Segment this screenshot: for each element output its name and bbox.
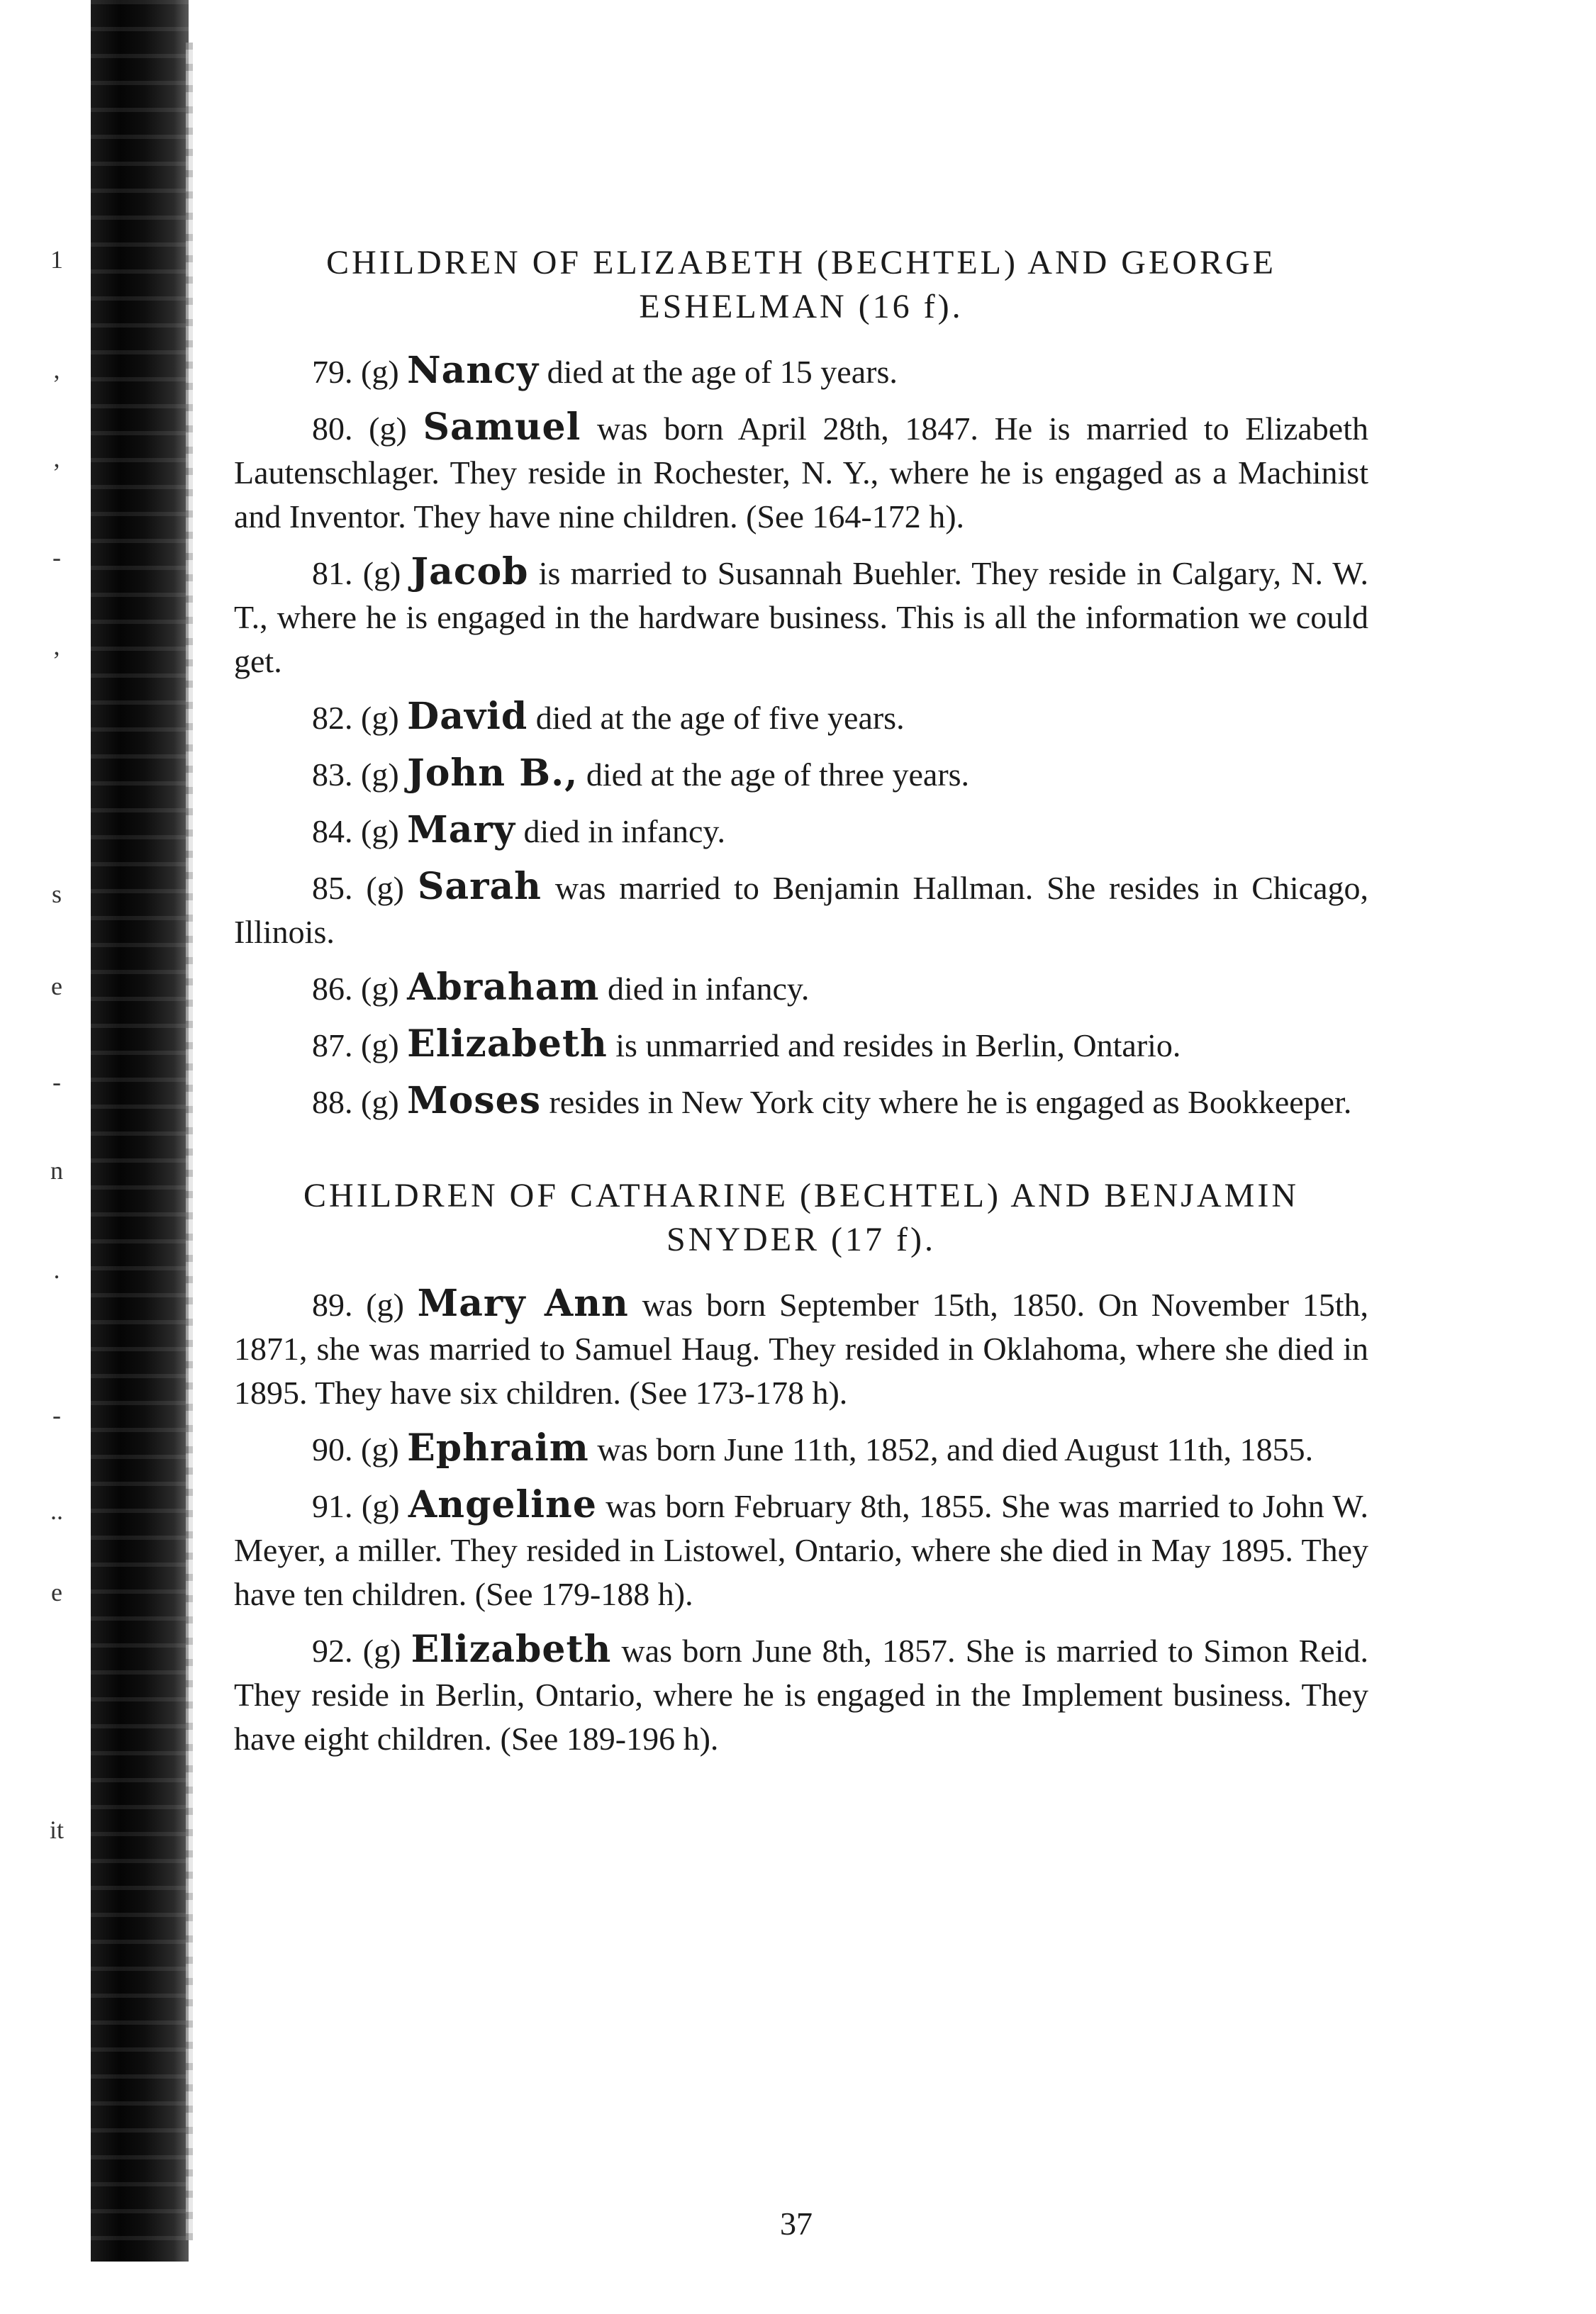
entry-number: 82. (g)	[312, 700, 408, 736]
entry-number: 92. (g)	[312, 1633, 411, 1669]
margin-mark: e	[51, 1578, 62, 1606]
entry-number: 79. (g)	[312, 354, 408, 390]
entry-number: 85. (g)	[312, 870, 418, 906]
page-content	[234, 241, 1368, 1772]
person-name: Moses	[407, 1079, 542, 1122]
entry-text: died at the age of three years.	[578, 756, 970, 793]
person-name: Sarah	[417, 865, 542, 908]
margin-mark: ,	[53, 444, 60, 472]
section-heading-line: SNYDER (17 f).	[666, 1221, 936, 1258]
genealogy-entry	[234, 966, 1368, 1011]
section-heading-line: ESHELMAN (16 f).	[639, 288, 964, 325]
person-name: Samuel	[423, 406, 581, 449]
entry-number: 87. (g)	[312, 1027, 408, 1063]
genealogy-entry	[234, 808, 1368, 854]
person-name: Abraham	[407, 966, 600, 1009]
entry-text: was born February 8th, 1855. She was married to John W. Meyer, a miller. They resided in Listowel, Ontario, where she died in May 1895. They have ten children. (See 179-188 h).	[234, 1488, 1368, 1612]
genealogy-entry	[234, 1079, 1368, 1124]
entry-text: died in infancy.	[599, 971, 810, 1007]
entry-number: 89. (g)	[312, 1287, 418, 1323]
entry-number: 88. (g)	[312, 1084, 408, 1120]
person-name: David	[407, 695, 528, 738]
person-name: Ephraim	[407, 1426, 589, 1470]
genealogy-entry	[234, 695, 1368, 740]
margin-mark: -	[52, 1401, 61, 1429]
genealogy-entry	[234, 1628, 1368, 1761]
margin-mark: 1	[50, 245, 63, 274]
entry-text: is married to Susannah Buehler. They reside in Calgary, N. W. T., where he is engaged in the hardware business. This is all the information we could get.	[234, 555, 1368, 679]
person-name: Angeline	[408, 1483, 597, 1526]
person-name: Elizabeth	[411, 1628, 612, 1671]
section-heading-line: CHILDREN OF CATHARINE (BECHTEL) AND BENJAMIN	[303, 1177, 1299, 1214]
margin-mark: ,	[53, 355, 60, 384]
person-name: John B.,	[407, 751, 579, 795]
entry-text: was married to Benjamin Hallman. She resides in Chicago, Illinois.	[234, 870, 1368, 950]
margin-mark: .	[53, 1256, 60, 1284]
entry-number: 80. (g)	[312, 410, 423, 447]
entry-number: 84. (g)	[312, 813, 408, 849]
entry-text: was born April 28th, 1847. He is married to Elizabeth Lautenschlager. They reside in Rochester, N. Y., where he is engaged as a Machinist and Inventor. They have nine children. (See 164-172 h).	[234, 410, 1368, 535]
entry-text: died at the age of five years.	[528, 700, 905, 736]
margin-mark: -	[52, 1068, 61, 1096]
section-heading-line: CHILDREN OF ELIZABETH (BECHTEL) AND GEORGE	[326, 244, 1276, 281]
section-heading	[234, 241, 1368, 329]
margin-mark: ..	[50, 1497, 63, 1525]
entry-text: resides in New York city where he is engaged as Bookkeeper.	[541, 1084, 1352, 1120]
section-heading	[234, 1174, 1368, 1262]
genealogy-entry	[234, 1022, 1368, 1068]
entry-text: was born June 11th, 1852, and died August 11th, 1855.	[588, 1431, 1314, 1468]
entry-number: 83. (g)	[312, 756, 408, 793]
entry-number: 91. (g)	[312, 1488, 408, 1524]
person-name: Mary	[407, 808, 516, 851]
person-name: Jacob	[411, 550, 529, 593]
genealogy-entry	[234, 751, 1368, 797]
margin-mark: s	[51, 880, 62, 908]
book-binding	[91, 0, 189, 2262]
genealogy-entry	[234, 349, 1368, 394]
section-gap	[234, 1136, 1368, 1174]
genealogy-entry	[234, 865, 1368, 954]
genealogy-entry	[234, 1426, 1368, 1472]
margin-mark: e	[51, 972, 62, 1000]
margin-mark: it	[49, 1816, 64, 1844]
entry-text: was born September 15th, 1850. On November 15th, 1871, she was married to Samuel Haug. They resided in Oklahoma, where she died in 1895. They have six children. (See 173-178 h).	[234, 1287, 1368, 1411]
genealogy-entry	[234, 1483, 1368, 1616]
entry-text: died in infancy.	[515, 813, 725, 849]
genealogy-entry	[234, 406, 1368, 539]
entry-text: died at the age of 15 years.	[539, 354, 898, 390]
genealogy-entry	[234, 550, 1368, 683]
person-name: Mary Ann	[417, 1282, 629, 1325]
person-name: Nancy	[407, 349, 540, 392]
person-name: Elizabeth	[407, 1022, 608, 1066]
page-number: 37	[780, 2206, 813, 2242]
genealogy-entry	[234, 1282, 1368, 1415]
margin-mark: n	[50, 1156, 63, 1185]
entry-number: 90. (g)	[312, 1431, 408, 1468]
margin-mark: -	[52, 543, 61, 571]
entry-text: was born June 8th, 1857. She is married to Simon Reid. They reside in Berlin, Ontario, where he is engaged in the Implement business. They have eight children. (See 189-196 h).	[234, 1633, 1368, 1757]
entry-number: 81. (g)	[312, 555, 411, 591]
entry-text: is unmarried and resides in Berlin, Ontario.	[607, 1027, 1181, 1063]
binding-edge	[186, 43, 193, 2240]
entry-number: 86. (g)	[312, 971, 408, 1007]
margin-mark: ,	[53, 632, 60, 660]
